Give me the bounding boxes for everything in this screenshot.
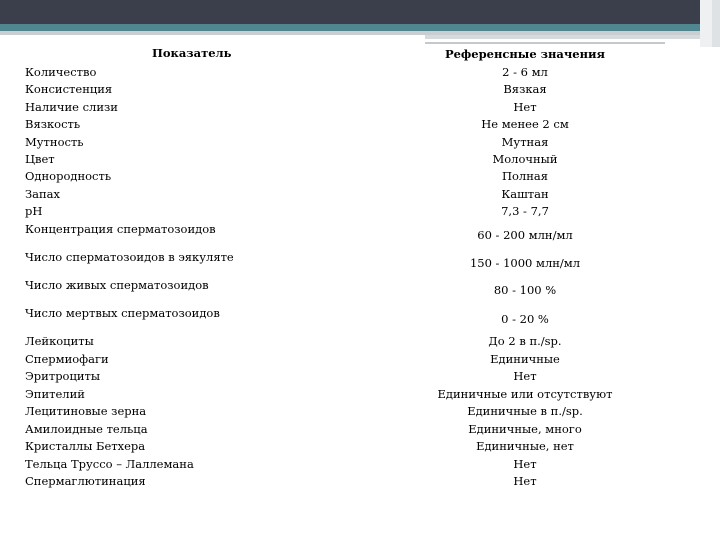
row-ref: Мутная [501,135,549,149]
top-gray-band-right [425,35,720,39]
row-param: Лейкоциты [25,334,94,348]
row-ref: Единичные в п./sp. [467,404,583,418]
row-param: Число живых сперматозоидов [25,278,209,292]
top-teal-band [0,24,720,31]
row-ref: 80 - 100 % [493,283,557,297]
corner-decoration-inner [712,0,720,47]
row-ref: Молочный [492,152,558,166]
row-param: Наличие слизи [25,100,118,114]
row-param: Цвет [25,152,55,166]
row-param: Число мертвых сперматозоидов [25,306,220,320]
row-ref: Нет [513,100,537,114]
row-param: Эритроциты [25,369,101,383]
row-ref: Каштан [501,187,549,201]
row-param: Концентрация сперматозоидов [25,222,216,236]
row-ref: До 2 в п./sp. [488,334,562,348]
row-param: Спермаглютинация [25,474,146,488]
row-ref: Единичные, нет [476,439,574,453]
row-param: Спермиофаги [25,352,109,366]
row-ref: 0 - 20 % [501,312,549,326]
decorative-line [425,42,665,44]
row-param: Тельца Труссо – Лаллемана [25,457,194,471]
row-param: Количество [25,65,97,79]
row-param: Эпителий [25,387,85,401]
row-ref: Единичные, много [468,422,582,436]
row-ref: Полная [501,169,549,183]
top-dark-band [0,0,720,24]
header-parameter: Показатель [152,46,232,60]
header-reference-values: Референсные значения [444,47,606,61]
row-param: Мутность [25,135,84,149]
row-ref: Единичные или отсутствуют [437,387,613,401]
row-param: Однородность [25,169,112,183]
row-ref: 60 - 200 млн/мл [477,228,573,242]
row-ref: Нет [513,474,537,488]
row-param: Амилоидные тельца [25,422,148,436]
row-ref: Вязкая [503,82,547,96]
row-ref: Нет [513,457,537,471]
row-param: Кристаллы Бетхера [25,439,146,453]
row-ref: Не менее 2 см [481,117,569,131]
row-param: Запах [25,187,61,201]
row-ref: 150 - 1000 млн/мл [469,256,581,270]
row-param: Число сперматозоидов в эякуляте [25,250,234,264]
row-ref: 2 - 6 мл [502,65,548,79]
row-param: Вязкость [25,117,81,131]
row-param: pH [25,204,43,218]
row-param: Консистенция [25,82,113,96]
row-ref: Единичные [490,352,560,366]
row-ref: 7,3 - 7,7 [501,204,549,218]
row-param: Лецитиновые зерна [25,404,147,418]
row-ref: Нет [513,369,537,383]
